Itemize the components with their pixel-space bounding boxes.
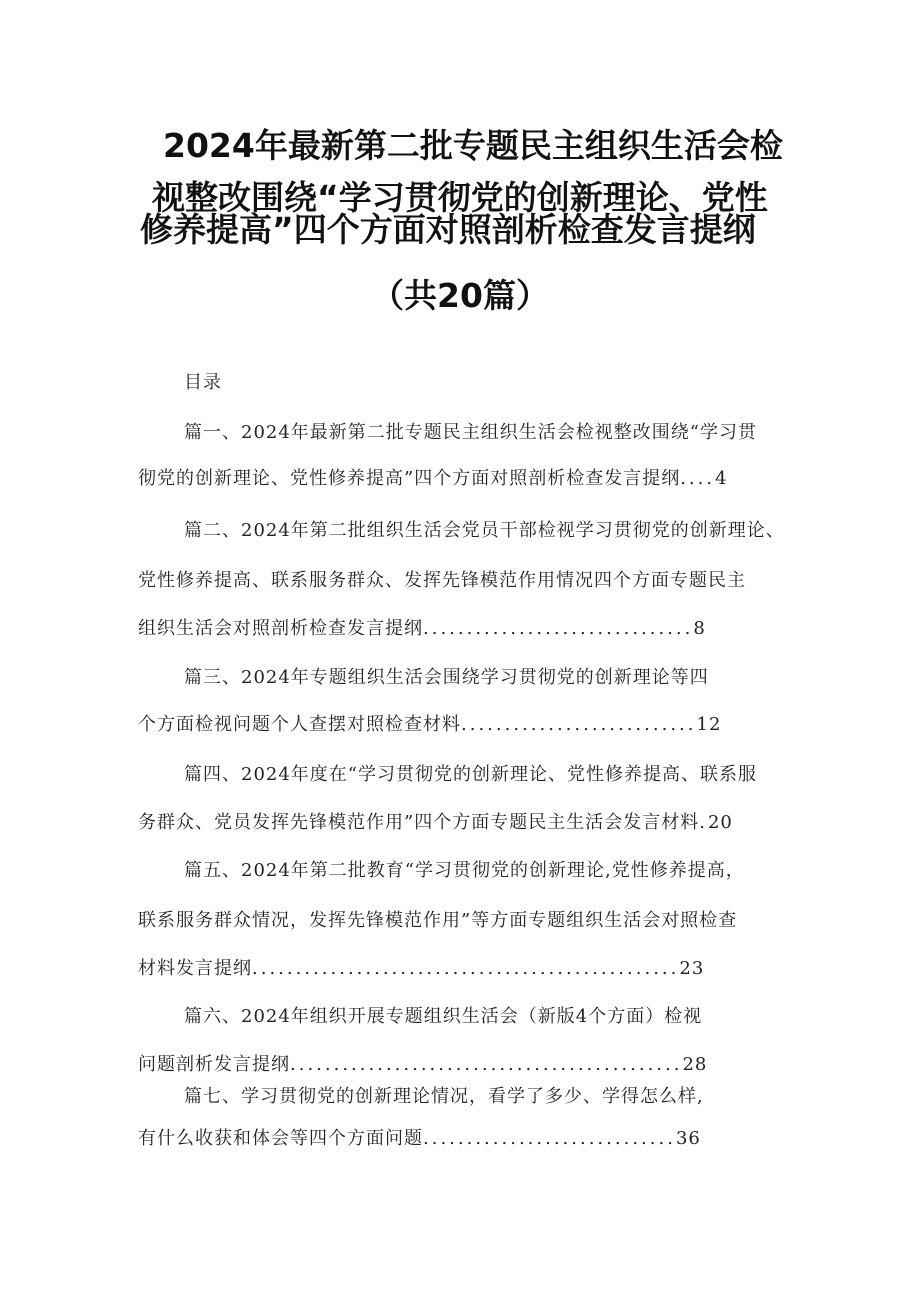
document-title-line-2: 视整改围绕“学习贯彻党的创新理论、党性 <box>152 178 768 217</box>
toc-page-number: 28 <box>682 1054 708 1075</box>
toc-entry-4-line-2[interactable] <box>138 810 733 836</box>
toc-label: 目录 <box>184 372 222 393</box>
toc-entry-2-line-2[interactable]: 党性修养提高、联系服务群众、发挥先锋模范作用情况四个方面专题民主 <box>138 570 746 591</box>
document-title-line-1: 2024年最新第二批专题民主组织生活会检 <box>163 126 783 165</box>
toc-entry-text: 有什么收获和体会等四个方面问题 <box>138 1128 423 1149</box>
toc-entry-2-line-1[interactable]: 篇二、2024年第二批组织生活会党员干部检视学习贯彻党的创新理论、 <box>184 520 785 541</box>
toc-entry-7-line-1[interactable]: 篇七、学习贯彻党的创新理论情况，看学了多少、学得怎么样, <box>184 1086 704 1107</box>
document-title-count: （共20篇） <box>371 276 549 315</box>
toc-leader-dots: ................................................. <box>252 958 680 979</box>
toc-entry-text: 个方面检视问题个人查摆对照检查材料 <box>138 714 461 735</box>
toc-entry-text: 彻党的创新理论、党性修养提高”四个方面对照剖析检查发言提纲 <box>138 468 681 489</box>
toc-page-number: 12 <box>696 714 722 735</box>
toc-page-number: 20 <box>707 812 733 833</box>
toc-entry-7-line-2[interactable] <box>138 1126 701 1152</box>
toc-leader-dots: ............................... <box>423 618 694 639</box>
toc-entry-1-line-2[interactable] <box>138 466 728 492</box>
toc-entry-text: 务群众、党员发挥先锋模范作用”四个方面专题民主生活会发言材料 <box>138 812 700 833</box>
toc-entry-3-line-2[interactable] <box>138 712 721 738</box>
toc-entry-6-line-2[interactable] <box>138 1052 707 1078</box>
toc-entry-5-line-1[interactable]: 篇五、2024年第二批教育“学习贯彻党的创新理论,党性修养提高， <box>184 860 745 881</box>
toc-entry-2-line-3[interactable] <box>138 616 706 642</box>
toc-leader-dots: ........................... <box>461 714 697 735</box>
toc-page-number: 4 <box>715 468 728 489</box>
toc-page-number: 23 <box>679 958 705 979</box>
toc-entry-5-line-3[interactable] <box>138 956 704 982</box>
document-title-line-3: 修养提高”四个方面对照剖析检查发言提纲 <box>140 210 756 249</box>
toc-page-number: 36 <box>675 1128 701 1149</box>
toc-entry-4-line-1[interactable]: 篇四、2024年度在“学习贯彻党的创新理论、党性修养提高、联系服 <box>184 764 758 785</box>
toc-entry-text: 问题剖析发言提纲 <box>138 1054 290 1075</box>
toc-entry-5-line-2[interactable]: 联系服务群众情况，发挥先锋模范作用”等方面专题组织生活会对照检查 <box>138 910 738 931</box>
toc-entry-text: 材料发言提纲 <box>138 958 252 979</box>
toc-entry-text: 组织生活会对照剖析检查发言提纲 <box>138 618 423 639</box>
toc-leader-dots: .... <box>680 468 716 489</box>
toc-entry-3-line-1[interactable]: 篇三、2024年专题组织生活会围绕学习贯彻党的创新理论等四 <box>184 667 709 688</box>
toc-leader-dots: ............................................. <box>290 1054 683 1075</box>
toc-page-number: 8 <box>693 618 706 639</box>
toc-leader-dots: . <box>699 812 708 833</box>
toc-entry-1-line-1[interactable]: 篇一、2024年最新第二批专题民主组织生活会检视整改围绕“学习贯 <box>184 422 758 443</box>
toc-entry-6-line-1[interactable]: 篇六、2024年组织开展专题组织生活会（新版4个方面）检视 <box>184 1006 703 1027</box>
toc-leader-dots: ............................. <box>423 1128 676 1149</box>
